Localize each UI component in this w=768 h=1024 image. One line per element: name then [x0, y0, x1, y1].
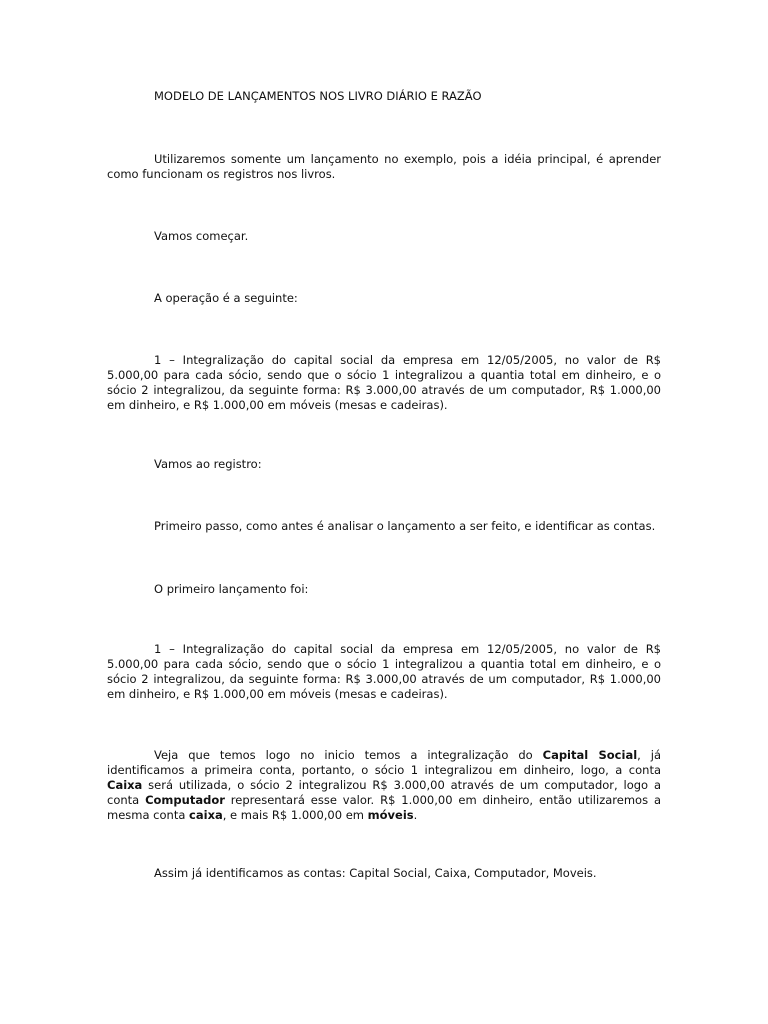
- analysis-text-2: , já identificamos a primeira conta, portanto, o sócio 1 integralizou em dinheiro, logo, a conta: [107, 748, 661, 777]
- paragraph-register: Vamos ao registro:: [154, 457, 262, 471]
- analysis-text-4: representará esse valor. R$ 1.000,00 em dinheiro, então utilizaremos a mesma conta: [107, 793, 661, 822]
- paragraph-intro: Utilizaremos somente um lançamento no exemplo, pois a idéia principal, é aprender como funcionam os registros nos livros.: [107, 152, 661, 181]
- account-moveis: móveis: [367, 808, 414, 822]
- paragraph-operation: A operação é a seguinte:: [154, 291, 298, 305]
- paragraph-analysis: [107, 748, 661, 823]
- analysis-text-1: Veja que temos logo no inicio temos a integralização do: [154, 748, 543, 762]
- analysis-text-6: .: [413, 808, 418, 822]
- account-capital-social: Capital Social: [542, 748, 638, 762]
- analysis-text-3: será utilizada, o sócio 2 integralizou R$ 3.000,00 através de um computador, logo a conta: [107, 778, 661, 807]
- account-caixa: Caixa: [107, 778, 143, 792]
- document-title: MODELO DE LANÇAMENTOS NOS LIVRO DIÁRIO E RAZÃO: [154, 89, 482, 103]
- paragraph-accounts: Assim já identificamos as contas: Capital Social, Caixa, Computador, Moveis.: [154, 866, 597, 880]
- paragraph-start: Vamos começar.: [154, 229, 249, 243]
- paragraph-item-1-repeat: 1 – Integralização do capital social da empresa em 12/05/2005, no valor de R$ 5.000,00 para cada sócio, sendo que o sócio 1 integralizou a quantia total em dinheiro, e o sócio 2 integralizou, da seguinte forma: R$ 3.000,00 através de um computador, R$ 1.000,00 em dinheiro, e R$ 1.000,00 em móveis (mesas e cadeiras).: [107, 642, 661, 701]
- account-computador: Computador: [145, 793, 225, 807]
- account-caixa-2: caixa: [189, 808, 223, 822]
- paragraph-first-step: Primeiro passo, como antes é analisar o lançamento a ser feito, e identificar as contas.: [154, 519, 656, 533]
- paragraph-item-1: 1 – Integralização do capital social da empresa em 12/05/2005, no valor de R$ 5.000,00 para cada sócio, sendo que o sócio 1 integralizou a quantia total em dinheiro, e o sócio 2 integralizou, da seguinte forma: R$ 3.000,00 através de um computador, R$ 1.000,00 em dinheiro, e R$ 1.000,00 em móveis (mesas e cadeiras).: [107, 353, 661, 412]
- analysis-text-5: , e mais R$ 1.000,00 em: [222, 808, 368, 822]
- paragraph-first-entry: O primeiro lançamento foi:: [154, 582, 309, 596]
